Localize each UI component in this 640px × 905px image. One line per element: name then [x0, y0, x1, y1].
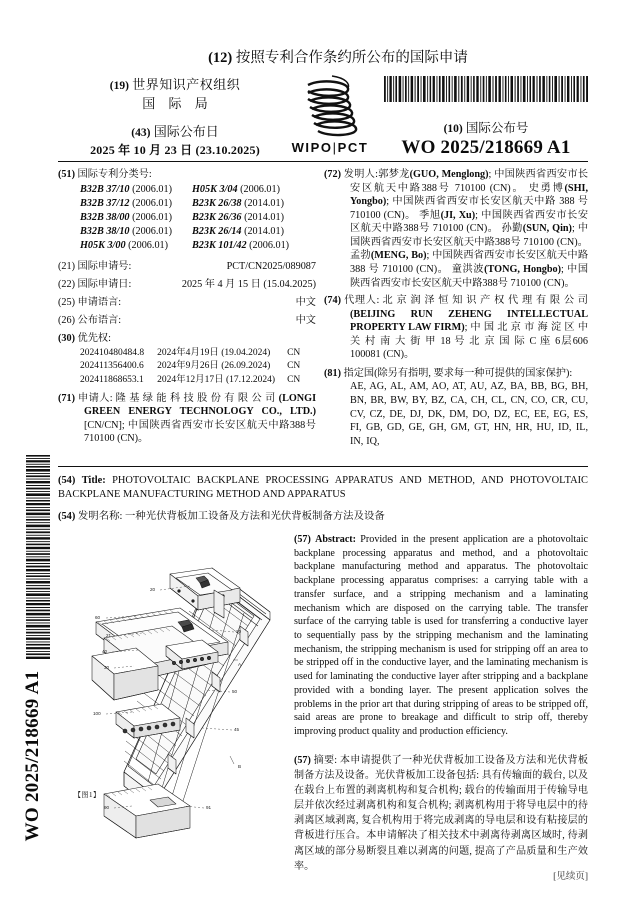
publication-kind-title	[58, 46, 588, 67]
table-row	[80, 211, 289, 225]
wipo-text: WIPO	[291, 140, 333, 155]
ipc-cell	[172, 225, 289, 239]
agent-address: 中 国 北 京 市 海 淀 区 中 关 村 南 大 街 甲 18 号 北 京 国 际 C 座 6层606 100081 (CN)。	[350, 322, 589, 361]
ipc-table	[80, 183, 289, 253]
ipc-version: (2014.01)	[244, 225, 284, 237]
inventor-name-zh: 史勇博	[528, 182, 565, 194]
ipc-cell	[172, 211, 289, 225]
code-57-en: (57)	[294, 534, 311, 545]
field-ipc	[58, 168, 316, 253]
organization-block	[70, 76, 280, 159]
inventor-name-zh: 孙勤	[501, 223, 523, 235]
table-row	[80, 374, 300, 388]
code-43: (43)	[131, 126, 151, 139]
organization-name: 世界知识产权组织	[132, 77, 241, 92]
ipc-symbol: B23K 26/14	[191, 225, 242, 237]
priority-number: 202411868653.1	[80, 374, 144, 385]
ipc-symbol: H05K 3/04	[191, 183, 238, 195]
pct-text: PCT	[337, 140, 369, 155]
table-row	[80, 347, 300, 361]
ipc-version: (2006.01)	[132, 211, 172, 223]
code-25: (25)	[58, 297, 75, 308]
ipc-version: (2006.01)	[249, 239, 290, 251]
svg-text:90: 90	[104, 805, 110, 810]
code-72: (72)	[324, 169, 341, 180]
svg-text:40: 40	[102, 649, 108, 654]
table-row	[80, 239, 289, 253]
code-51: (51)	[58, 169, 75, 180]
ipc-version: (2006.01)	[132, 183, 172, 195]
title-block	[58, 474, 588, 524]
priority-date: 2024年12月17日 (17.12.2024)	[157, 374, 276, 385]
publication-language-label: 公布语言:	[77, 315, 122, 327]
title-english	[58, 474, 588, 501]
wipo-separator: |	[332, 140, 338, 155]
header-barcode	[384, 76, 588, 102]
ipc-cell	[80, 211, 172, 225]
svg-text:45: 45	[234, 727, 240, 732]
code-54-en: (54)	[58, 475, 76, 486]
publication-number-value: WO 2025/218669 A1	[401, 137, 571, 158]
applicant-nationality: [CN/CN]	[84, 419, 122, 431]
inventor-name-en: (TONG, Hongbo)	[484, 263, 562, 275]
svg-text:21: 21	[106, 633, 112, 638]
publication-language-value: 中文	[295, 315, 316, 327]
svg-text:60: 60	[95, 615, 101, 620]
inventor-name-en: (SHI, Yongbo)	[350, 182, 589, 208]
application-number-value: PCT/CN2025/089087	[226, 260, 316, 272]
title-text-en: PHOTOVOLTAIC BACKPLANE PROCESSING APPARATUS AND METHOD, AND PHOTOVOLTAIC BACKPLANE MANUFACTURING METHOD AND APPARATUS	[58, 475, 588, 500]
left-spine	[12, 455, 56, 885]
title-label-zh: 发明名称:	[77, 511, 123, 523]
table-row	[80, 225, 289, 239]
spine-publication-number: WO 2025/218669 A1	[22, 670, 43, 842]
priority-date: 2024年4月19日 (19.04.2024)	[157, 347, 271, 358]
inventor-name-en: (SUN, Qin)	[522, 223, 572, 235]
priority-date: 2024年9月26日 (26.09.2024)	[157, 361, 271, 372]
field-application-number	[58, 260, 316, 274]
ipc-cell	[172, 183, 289, 197]
inventor-address: 中国陕西省西安市长安区航天中路 388 号 710100 (CN)。	[350, 250, 589, 275]
pubno-label-text: 国际公布号	[465, 121, 529, 135]
bureau-name: 国 际 局	[142, 95, 213, 111]
kind-title-text: 按照专利合作条约所公布的国际申请	[235, 50, 468, 66]
inventor-name-zh: 郭梦龙	[377, 169, 410, 180]
inventor-address: 中国陕西省西安市长安区航天中路388号 710100 (CN)。	[350, 169, 589, 194]
ipc-label: 国际专利分类号:	[77, 169, 152, 180]
code-22: (22)	[58, 278, 75, 290]
agent-name-en: (BEIJING RUN ZEHENG INTELLECTUAL PROPERTY LAW FIRM)	[350, 308, 588, 334]
publication-number-label	[384, 118, 588, 136]
ipc-version: (2006.01)	[132, 225, 172, 237]
code-74: (74)	[324, 295, 341, 307]
publication-number-block	[384, 76, 588, 159]
field-application-date	[58, 278, 316, 292]
applicant-name-en: (LONGI GREEN ENERGY TECHNOLOGY CO., LTD.)	[84, 392, 317, 418]
svg-text:B: B	[238, 764, 242, 769]
organization-line-1	[70, 76, 280, 95]
priority-country: CN	[287, 374, 301, 385]
priority-country: CN	[287, 361, 301, 372]
ipc-version: (2006.01)	[132, 197, 172, 209]
application-date-value: 2025 年 4 月 15 日 (15.04.2025)	[181, 278, 316, 290]
ipc-cell	[80, 239, 172, 253]
abstract-label-en: Abstract:	[315, 534, 357, 545]
table-row	[80, 183, 289, 197]
abstract-chinese	[294, 753, 588, 874]
title-chinese	[58, 510, 588, 524]
code-71: (71)	[58, 392, 75, 404]
inventor-address: 中国陕西省西安市长安区航天中路 388 号 710100 (CN)。	[350, 196, 588, 221]
priority-country: CN	[287, 347, 301, 358]
code-19: (19)	[109, 80, 129, 92]
svg-text:50: 50	[232, 689, 238, 694]
applicant-label: 申请人:	[77, 392, 113, 404]
figure-caption: 【图1】	[74, 791, 101, 799]
filing-language-label: 申请语言:	[77, 297, 122, 308]
field-filing-language	[58, 296, 316, 310]
designated-states-label: 指定国(除另有指明, 要求每一种可提供的国家保护):	[343, 367, 573, 379]
application-date-label: 国际申请日:	[77, 278, 132, 290]
inventor-name-zh: 孟勃	[350, 250, 371, 262]
code-54-zh: (54)	[58, 511, 76, 523]
ipc-cell	[172, 239, 289, 253]
table-row	[80, 360, 300, 374]
ipc-version: (2006.01)	[240, 183, 281, 195]
inventor-address: 中国陕西省西安市长安区航天中路388号 710100 (CN)。	[350, 223, 588, 248]
publication-date-label-row	[70, 123, 280, 142]
inventor-name-zh: 季旭	[419, 209, 441, 221]
ipc-cell	[80, 225, 172, 239]
code-26: (26)	[58, 315, 75, 327]
code-81: (81)	[324, 367, 341, 379]
filing-language-value: 中文	[295, 297, 316, 308]
title-text-zh: 一种光伏背板加工设备及方法和光伏背板制备方法及设备	[124, 511, 385, 523]
svg-text:20: 20	[236, 629, 242, 634]
agent-label: 代理人:	[344, 295, 380, 307]
abstract-text-en: Provided in the present application are a photovoltaic backplane processing apparatus and method, and a photovoltaic backplane manufacturing method and apparatus. The photovoltaic backplane processing apparatus comprises: a carrying table with a transfer surface, and a stripping mechanism and a laminating mechanism which are disposed on the carrying table. The transfer surface of the carrying table is used for transferring a conductive layer to sequentially pass by the stripping mechanism and the laminating mechanism, the stripping mechanism is used for stripping off an area to be stripped off in the conductive layer, and the laminating mechanism is used for laminating the conductive layer after stripping and a backplane provided with a bonding layer. The present application solves the problems in the prior art that during stripping of areas to be stripped off, said areas are prone to breakage and difficult to strip off, thereby improving product quality and production efficiency.	[294, 534, 588, 738]
priority-label: 优先权:	[77, 333, 111, 345]
priority-number: 202410480484.8	[80, 347, 145, 358]
inventors-label: 发明人:	[343, 169, 378, 180]
svg-text:30: 30	[104, 665, 110, 670]
field-inventors: (72) 发明人:郭梦龙(GUO, Menglong); 中国陕西省西安市长安区航天中路388号 710100 (CN)。 史勇博(SHI, Yongbo); 中国陕西省西安市长安区航天中路 388 号 710100 (CN)。 季旭(JI, Xu); 中国陕西省西安市长安区航天中路388号 710100 (CN)。 孙勤(SUN, Qin); 中国陕西省西安市长安区航天中路388号 710100 (CN)。 孟勃(MENG, Bo); 中国陕西省西安市长安区航天中路 388 号 710100 (CN)。 童洪波(TONG, Hongbo); 中国陕西省西安市长安区航天中路388号 710100 (CN)。	[324, 169, 589, 289]
inventor-address: 中国陕西省西安市长安区航天中路388号 710100 (CN)。	[350, 209, 589, 235]
applicant-name-zh: 隆 基 绿 能 科 技 股 份 有 限 公 司	[115, 392, 276, 404]
abstract-english	[294, 533, 588, 739]
header-divider	[58, 161, 588, 162]
ipc-symbol: B23K 26/36	[191, 211, 242, 223]
title-label-en: Title:	[81, 475, 106, 486]
continuation-note: [见续页]	[553, 872, 588, 882]
inventor-name-en: (GUO, Menglong)	[409, 169, 489, 180]
inventor-name-zh: 童洪波	[451, 263, 485, 275]
svg-text:20: 20	[150, 587, 156, 592]
ipc-cell	[172, 197, 289, 211]
wipo-coil-icon	[292, 74, 368, 140]
field-applicant: (71) 申请人: 隆 基 绿 能 科 技 股 份 有 限 公 司 (LONGI GREEN ENERGY TECHNOLOGY CO., LTD.) [CN/CN]; 中国陕西省西安市长安区航天中路388号 710100 (CN)。	[58, 392, 317, 445]
field-publication-language	[58, 314, 316, 328]
svg-text:A: A	[238, 662, 242, 667]
abstract-column	[294, 533, 588, 874]
wipo-logo	[280, 74, 380, 162]
field-priority	[58, 332, 316, 387]
publication-date-label: 国际公布日	[153, 123, 219, 139]
ipc-version: (2014.01)	[244, 211, 284, 223]
code-57-zh: (57)	[294, 754, 311, 766]
inventor-name-en: (MENG, Bo)	[370, 250, 427, 262]
abstract-text-zh: 本申请提供了一种光伏背板加工设备及方法和光伏背板制备方法及设备。光伏背板加工设备包括: 具有传输面的载台, 以及在载台上布置的剥离机构和复合机构; 载台的传输面用于传输导电层并依次经过剥离机构和复合机构; 剥离机构用于将导电层中的待剥离区域剥离, 复合机构用于将完成剥离的导电层和设有粘接层的背板进行压合。本申请解决了相关技术中剥离待剥离区域时, 待剥离区域的部分易断裂且难以剥离的问题, 提高了产品质量和生产效率。	[294, 754, 588, 872]
page-header	[58, 42, 588, 162]
ipc-cell	[80, 183, 172, 197]
ipc-header	[58, 168, 316, 182]
priority-table	[80, 347, 300, 388]
code-12: (12)	[208, 50, 233, 66]
ipc-version: (2014.01)	[244, 197, 284, 209]
field-designated-states	[324, 367, 588, 448]
inventor-address: 中国陕西省西安市长安区航天中路388号 710100 (CN)。	[350, 263, 589, 289]
svg-text:91: 91	[206, 805, 212, 810]
ipc-symbol: B23K 101/42	[191, 239, 247, 251]
table-row	[80, 197, 289, 211]
biblio-right-column	[324, 168, 588, 452]
field-agent: (74) 代理人: 北 京 润 泽 恒 知 识 产 权 代 理 有 限 公 司 (BEIJING RUN ZEHENG INTELLECTUAL PROPERTY LAW FIRM); 中 国 北 京 市 海 淀 区 中 关 村 南 大 街 甲 18 号 北 京 国 际 C 座 6层606 100081 (CN)。	[324, 295, 589, 361]
ipc-symbol: B32B 38/00	[80, 211, 130, 223]
ipc-symbol: B23K 26/38	[191, 197, 242, 209]
ipc-version: (2006.01)	[128, 239, 169, 251]
application-number-label: 国际申请号:	[77, 260, 132, 272]
ipc-symbol: H05K 3/00	[80, 239, 126, 251]
svg-text:100: 100	[93, 711, 101, 716]
inventor-name-en: (JI, Xu)	[440, 209, 476, 221]
title-divider	[58, 466, 588, 467]
ipc-cell	[80, 197, 172, 211]
priority-header	[58, 332, 316, 346]
code-10: (10)	[443, 123, 463, 135]
ipc-symbol: B32B 37/10	[80, 183, 130, 195]
priority-number: 202411356400.6	[80, 361, 144, 372]
abstract-label-zh: 摘要:	[313, 754, 338, 766]
biblio-left-column	[58, 168, 316, 450]
ipc-symbol: B32B 38/10	[80, 225, 130, 237]
ipc-symbol: B32B 37/12	[80, 197, 130, 209]
designated-states-list: AE, AG, AL, AM, AO, AT, AU, AZ, BA, BB, BG, BH, BN, BR, BW, BY, BZ, CA, CH, CL, CN, CO, CR, CU, CV, CZ, DE, DJ, DK, DM, DO, DZ, EC, EE, EG, ES, FI, GB, GD, GE, GH, GM, GT, HN, HR, HU, ID, IL, IN, IQ,	[350, 381, 588, 447]
vertical-barcode	[26, 455, 50, 660]
code-30: (30)	[58, 333, 75, 345]
publication-date-value: 2025 年 10 月 23 日 (23.10.2025)	[90, 142, 260, 157]
bibliographic-data	[58, 168, 588, 460]
code-21: (21)	[58, 260, 75, 272]
agent-name-zh: 北 京 润 泽 恒 知 识 产 权 代 理 有 限 公 司	[382, 295, 588, 307]
applicant-address: 中国陕西省西安市长安区航天中路388号 710100 (CN)。	[84, 419, 316, 445]
wipo-wordmark	[280, 140, 380, 155]
